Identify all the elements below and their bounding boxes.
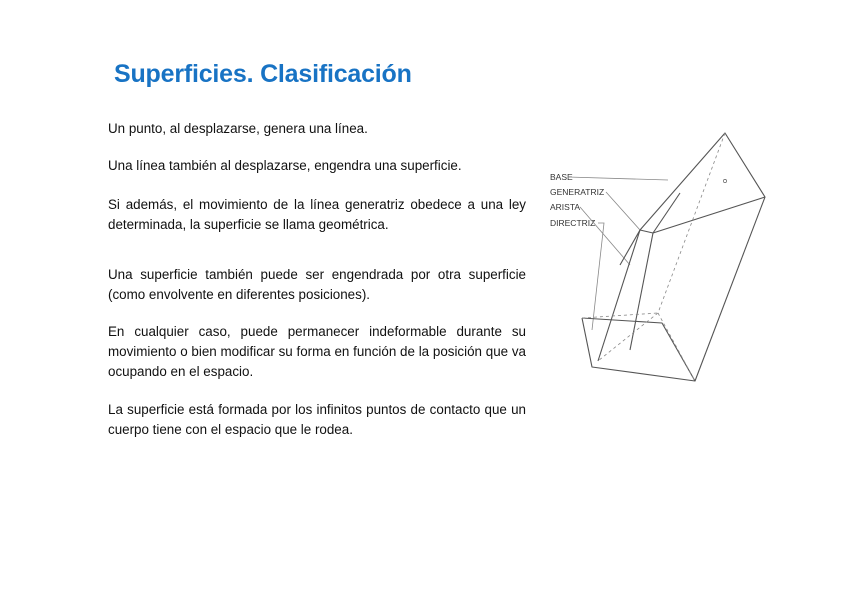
prism-diagram-svg <box>540 125 780 390</box>
label-directriz: DIRECTRIZ <box>550 218 596 228</box>
top-face <box>640 133 765 233</box>
hidden-edge-bottom-left <box>598 313 658 361</box>
paragraph-point-generates-line: Un punto, al desplazarse, genera una línea. <box>108 121 368 136</box>
edge-right <box>695 197 765 381</box>
slide-title: Superficies. Clasificación <box>114 60 412 88</box>
label-base: BASE <box>550 172 573 182</box>
vertex-marker <box>723 179 726 182</box>
prism-solid-edges <box>582 133 765 381</box>
bottom-face <box>582 318 695 381</box>
prism-surface-diagram <box>540 125 780 390</box>
paragraph-surface-envelope: Una superficie también puede ser engendrada por otra superficie (como envolvente en diferentes posiciones). <box>108 267 526 302</box>
paragraph-geometric-surface: Si además, el movimiento de la línea generatriz obedece a una ley determinada, la superficie se llama geométrica. <box>108 197 526 232</box>
label-arista: ARISTA <box>550 202 581 212</box>
leader-lines <box>568 177 668 330</box>
paragraph-contact-points: La superficie está formada por los infinitos puntos de contacto que un cuerpo tiene con el espacio que le rodea. <box>108 402 526 437</box>
leader-arista <box>580 207 630 265</box>
edge-left-front <box>598 230 640 361</box>
label-generatriz: GENERATRIZ <box>550 187 605 197</box>
paragraph-deformable: En cualquier caso, puede permanecer indeformable durante su movimiento o bien modificar su forma en función de la posición que va ocupando en el espacio. <box>108 324 526 379</box>
hidden-edge-back <box>658 133 725 313</box>
leader-directriz <box>592 223 604 330</box>
paragraph-line-generates-surface: Una línea también al desplazarse, engendra una superficie. <box>108 158 462 173</box>
leader-generatriz <box>606 192 640 230</box>
leader-base <box>568 177 668 180</box>
